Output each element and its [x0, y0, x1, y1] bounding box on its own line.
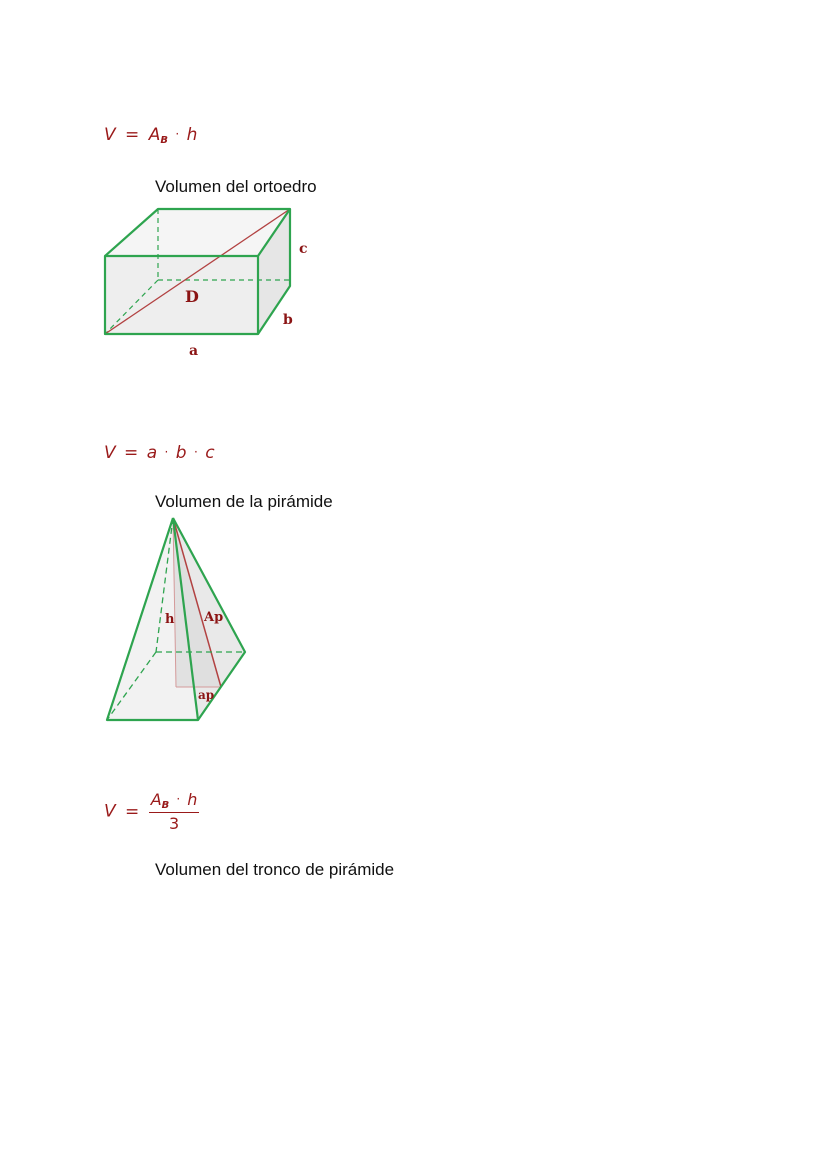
formula-lhs: V	[104, 125, 116, 145]
cuboid-label-diagonal: D	[185, 287, 199, 306]
formula-dot: ·	[164, 445, 169, 459]
formula-lhs: V	[104, 801, 116, 822]
formula-base: A	[150, 790, 162, 809]
formula-dot: ·	[193, 445, 198, 459]
caption-pyramid: Volumen de la pirámide	[155, 492, 333, 511]
caption-cuboid: Volumen del ortoedro	[155, 177, 317, 196]
pyramid-label-h: h	[165, 612, 175, 627]
formula-dot: ·	[176, 792, 181, 806]
pyramid-label-ap: ap	[198, 688, 215, 702]
formula-equals: =	[125, 125, 140, 145]
formula-equals: =	[124, 443, 139, 463]
formula-fraction	[149, 790, 200, 833]
caption-frustum: Volumen del tronco de pirámide	[155, 860, 395, 879]
formula-a: a	[146, 443, 158, 463]
cuboid-label-c: c	[299, 241, 308, 257]
formula-denominator: 3	[168, 814, 180, 833]
pyramid-label-Ap: Ap	[204, 610, 224, 625]
cuboid-label-b: b	[283, 312, 293, 328]
formula-equals: =	[125, 801, 140, 822]
formula-c: c	[205, 443, 215, 463]
formula-b: b	[175, 443, 187, 463]
formula-lhs: V	[104, 443, 116, 463]
formula-height: h	[186, 125, 198, 145]
formula-base: A	[148, 125, 161, 145]
cuboid-label-a: a	[189, 343, 199, 359]
formula-base-sub: B	[160, 135, 168, 146]
formula-numerator	[149, 790, 200, 813]
formula-dot: ·	[175, 127, 180, 141]
formula-height: h	[187, 790, 198, 809]
formula-base-sub: B	[161, 800, 170, 811]
formula-volume-pyramid	[104, 790, 199, 833]
